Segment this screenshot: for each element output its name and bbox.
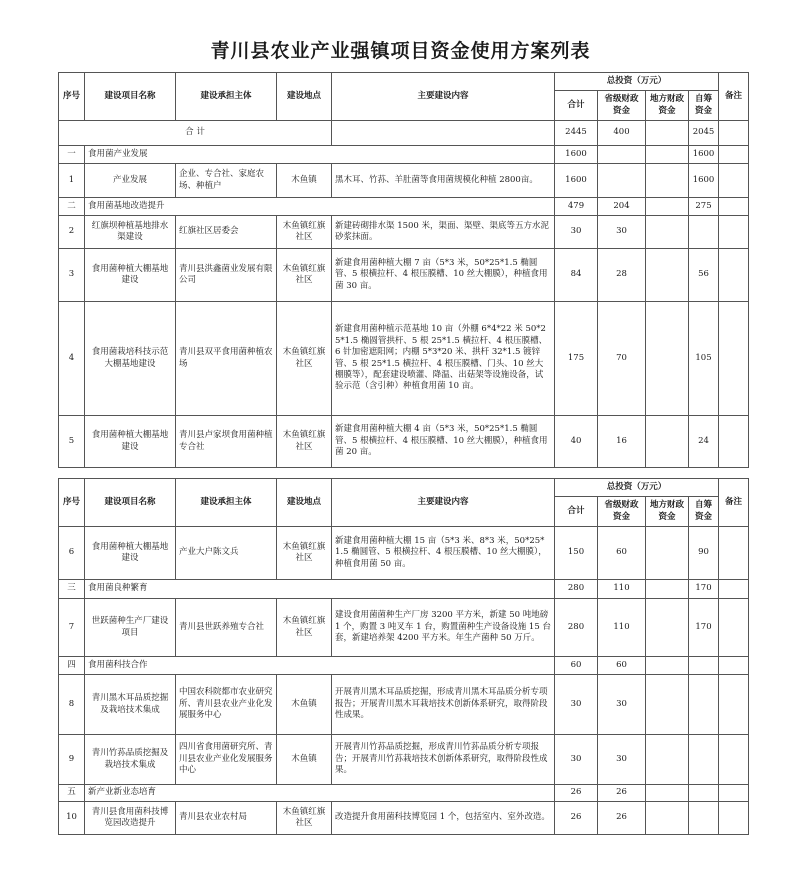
- row-prov: 26: [598, 802, 646, 835]
- row-note: [719, 302, 749, 416]
- header-prov: 省级财政资金: [598, 497, 646, 527]
- row-content: 改造提升食用菌科技博览园 1 个，包括室内、室外改造。: [332, 802, 555, 835]
- row-self: 56: [689, 249, 719, 302]
- row-location: 木鱼镇红旗社区: [277, 302, 332, 416]
- header-location: 建设地点: [277, 479, 332, 527]
- row-content: 黑木耳、竹荪、羊肚菌等食用菌规模化种植 2800亩。: [332, 164, 555, 198]
- row-prov: 70: [598, 302, 646, 416]
- row-seq: 三: [59, 580, 85, 599]
- row-entity: 红旗社区居委会: [176, 216, 277, 249]
- table-header: [59, 73, 749, 121]
- total-note: [719, 121, 749, 146]
- row-sum: 30: [555, 735, 598, 785]
- category-name: 食用菌基地改造提升: [85, 198, 555, 216]
- header-entity: 建设承担主体: [176, 479, 277, 527]
- row-prov: 16: [598, 416, 646, 468]
- row-local: [646, 527, 689, 580]
- row-note: [719, 146, 749, 164]
- row-note: [719, 802, 749, 835]
- row-sum: 60: [555, 657, 598, 675]
- row-sum: 175: [555, 302, 598, 416]
- header-self: 自筹资金: [689, 91, 719, 121]
- category-row: [59, 198, 749, 216]
- row-local: [646, 580, 689, 599]
- row-prov: 110: [598, 580, 646, 599]
- row-local: [646, 198, 689, 216]
- row-self: [689, 735, 719, 785]
- row-local: [646, 164, 689, 198]
- row-prov: 60: [598, 527, 646, 580]
- row-note: [719, 735, 749, 785]
- category-name: 食用菌产业发展: [85, 146, 555, 164]
- row-note: [719, 198, 749, 216]
- budget-table-part1: [58, 72, 749, 468]
- row-seq: 9: [59, 735, 85, 785]
- row-note: [719, 580, 749, 599]
- header-prov: 省级财政资金: [598, 91, 646, 121]
- category-row: [59, 146, 749, 164]
- table-row: [59, 675, 749, 735]
- row-prov: 110: [598, 599, 646, 657]
- row-seq: 7: [59, 599, 85, 657]
- row-sum: 26: [555, 785, 598, 802]
- row-prov: [598, 164, 646, 198]
- header-sum: 合计: [555, 91, 598, 121]
- header-local: 地方财政资金: [646, 497, 689, 527]
- table-row: [59, 735, 749, 785]
- page-title: 青川县农业产业强镇项目资金使用方案列表: [210, 40, 591, 62]
- row-sum: 30: [555, 216, 598, 249]
- row-self: 90: [689, 527, 719, 580]
- row-sum: 280: [555, 599, 598, 657]
- category-name: 新产业新业态培育: [85, 785, 555, 802]
- table-row: [59, 527, 749, 580]
- table-row: [59, 164, 749, 198]
- row-seq: 五: [59, 785, 85, 802]
- row-local: [646, 735, 689, 785]
- row-sum: 280: [555, 580, 598, 599]
- table-row: [59, 599, 749, 657]
- row-project-name: 青川县食用菌科技博览园改造提升: [85, 802, 176, 835]
- row-project-name: 食用菌种植大棚基地建设: [85, 527, 176, 580]
- row-self: [689, 216, 719, 249]
- row-note: [719, 527, 749, 580]
- row-self: [689, 802, 719, 835]
- row-local: [646, 416, 689, 468]
- row-content: 新建砖砌排水渠 1500 米，渠面、渠壁、渠底等五方水泥砂浆抹面。: [332, 216, 555, 249]
- row-entity: 中国农科院都市农业研究所、青川县农业产业化发展服务中心: [176, 675, 277, 735]
- total-content: [332, 121, 555, 146]
- total-label: 合 计: [59, 121, 332, 146]
- row-project-name: 红旗坝种植基地排水渠建设: [85, 216, 176, 249]
- row-project-name: 世跃菌种生产厂建设项目: [85, 599, 176, 657]
- row-local: [646, 302, 689, 416]
- row-location: 木鱼镇红旗社区: [277, 249, 332, 302]
- row-location: 木鱼镇红旗社区: [277, 802, 332, 835]
- row-local: [646, 599, 689, 657]
- row-prov: 26: [598, 785, 646, 802]
- row-self: 170: [689, 599, 719, 657]
- header-project: 建设项目名称: [85, 479, 176, 527]
- total-local: [646, 121, 689, 146]
- header-sum: 合计: [555, 497, 598, 527]
- header-seq: 序号: [59, 479, 85, 527]
- row-entity: 青川县洪鑫菌业发展有限公司: [176, 249, 277, 302]
- header-seq: 序号: [59, 73, 85, 121]
- row-note: [719, 657, 749, 675]
- header-total-invest: 总投资（万元）: [555, 479, 719, 497]
- header-total-invest: 总投资（万元）: [555, 73, 719, 91]
- header-self: 自筹资金: [689, 497, 719, 527]
- row-self: [689, 657, 719, 675]
- row-seq: 二: [59, 198, 85, 216]
- row-location: 木鱼镇红旗社区: [277, 216, 332, 249]
- row-content: 新建食用菌种植大棚 7 亩（5*3 米，50*25*1.5 椭圆管、5 根横拉杆、4 根压膜槽、10 丝大棚膜），种植食用菌 30 亩。: [332, 249, 555, 302]
- total-sum: 2445: [555, 121, 598, 146]
- row-local: [646, 146, 689, 164]
- row-local: [646, 216, 689, 249]
- row-sum: 40: [555, 416, 598, 468]
- table-header-repeat: [59, 479, 749, 527]
- row-seq: 3: [59, 249, 85, 302]
- row-prov: [598, 146, 646, 164]
- header-entity: 建设承担主体: [176, 73, 277, 121]
- row-seq: 2: [59, 216, 85, 249]
- row-seq: 1: [59, 164, 85, 198]
- budget-table-part2: [58, 478, 749, 835]
- row-seq: 6: [59, 527, 85, 580]
- header-content: 主要建设内容: [332, 73, 555, 121]
- table-row: [59, 249, 749, 302]
- row-content: 建设食用菌菌种生产厂房 3200 平方米，新建 50 吨地磅 1 个，购置 3 吨叉车 1 台，购置菌种生产设备设施 15 台套，新建培养架 4200 平方米。年生产菌种 50 万斤。: [332, 599, 555, 657]
- category-row: [59, 657, 749, 675]
- row-prov: 204: [598, 198, 646, 216]
- row-seq: 10: [59, 802, 85, 835]
- total-row: [59, 121, 749, 146]
- category-row: [59, 785, 749, 802]
- row-seq: 5: [59, 416, 85, 468]
- row-project-name: 青川竹荪品质挖掘及栽培技术集成: [85, 735, 176, 785]
- table-row: [59, 802, 749, 835]
- row-local: [646, 802, 689, 835]
- row-content: 新建食用菌种植大棚 4 亩（5*3 米，50*25*1.5 椭圆管、5 根横拉杆、4 根压膜槽、10 丝大棚膜），种植食用菌 20 亩。: [332, 416, 555, 468]
- row-content: 新建食用菌种植大棚 15 亩（5*3 米、8*3 米，50*25*1.5 椭圆管、5 根横拉杆、4 根压膜槽、10 丝大棚膜），种植食用菌 50 亩。: [332, 527, 555, 580]
- row-seq: 8: [59, 675, 85, 735]
- row-local: [646, 675, 689, 735]
- row-prov: 30: [598, 735, 646, 785]
- header-location: 建设地点: [277, 73, 332, 121]
- row-sum: 84: [555, 249, 598, 302]
- row-note: [719, 785, 749, 802]
- row-seq: 四: [59, 657, 85, 675]
- row-note: [719, 164, 749, 198]
- row-location: 木鱼镇红旗社区: [277, 527, 332, 580]
- row-local: [646, 785, 689, 802]
- row-note: [719, 249, 749, 302]
- row-self: 275: [689, 198, 719, 216]
- table-row: [59, 416, 749, 468]
- row-self: 105: [689, 302, 719, 416]
- row-project-name: 青川黑木耳品质挖掘及栽培技术集成: [85, 675, 176, 735]
- total-self: 2045: [689, 121, 719, 146]
- header-content: 主要建设内容: [332, 479, 555, 527]
- table-row: [59, 302, 749, 416]
- row-note: [719, 216, 749, 249]
- row-location: 木鱼镇红旗社区: [277, 599, 332, 657]
- table-row: [59, 216, 749, 249]
- header-note: 备注: [719, 479, 749, 527]
- row-location: 木鱼镇: [277, 675, 332, 735]
- header-local: 地方财政资金: [646, 91, 689, 121]
- row-content: 新建食用菌种植示范基地 10 亩（外棚 6*4*22 米 50*25*1.5 椭圆管拱杆、5 根 25*1.5 横拉杆、4 根压膜槽、6 针加密遮阳网；内棚 5*3*20 米、拱杆 32*1.5 镀锌管、5 根 25*1.5 横拉杆、4 根压膜槽、门头、10 丝大棚膜等），配套建设喷灌、降温、出菇架等设施设备，试验示范（含引种）种植食用菌 10 亩。: [332, 302, 555, 416]
- row-location: 木鱼镇: [277, 164, 332, 198]
- row-sum: 26: [555, 802, 598, 835]
- row-content: 开展青川竹荪品质挖掘，形成青川竹荪品质分析专项报告；开展青川竹荪栽培技术创新体系研究，取得阶段性成果。: [332, 735, 555, 785]
- row-local: [646, 249, 689, 302]
- total-prov: 400: [598, 121, 646, 146]
- row-entity: 青川县卢家坝食用菌种植专合社: [176, 416, 277, 468]
- row-seq: 4: [59, 302, 85, 416]
- row-self: 1600: [689, 164, 719, 198]
- row-prov: 30: [598, 675, 646, 735]
- row-entity: 青川县世跃养殖专合社: [176, 599, 277, 657]
- header-note: 备注: [719, 73, 749, 121]
- row-project-name: 食用菌种植大棚基地建设: [85, 249, 176, 302]
- row-prov: 28: [598, 249, 646, 302]
- row-content: 开展青川黑木耳品质挖掘，形成青川黑木耳品质分析专项报告；开展青川黑木耳栽培技术创新体系研究，取得阶段性成果。: [332, 675, 555, 735]
- row-note: [719, 416, 749, 468]
- row-location: 木鱼镇红旗社区: [277, 416, 332, 468]
- row-entity: 产业大户陈文兵: [176, 527, 277, 580]
- row-note: [719, 599, 749, 657]
- row-self: 170: [689, 580, 719, 599]
- category-name: 食用菌良种繁育: [85, 580, 555, 599]
- row-self: 24: [689, 416, 719, 468]
- row-sum: 479: [555, 198, 598, 216]
- row-sum: 30: [555, 675, 598, 735]
- row-local: [646, 657, 689, 675]
- row-project-name: 产业发展: [85, 164, 176, 198]
- row-sum: 1600: [555, 146, 598, 164]
- row-entity: 青川县农业农村局: [176, 802, 277, 835]
- row-seq: 一: [59, 146, 85, 164]
- row-project-name: 食用菌栽培科技示范大棚基地建设: [85, 302, 176, 416]
- row-sum: 150: [555, 527, 598, 580]
- row-self: [689, 675, 719, 735]
- row-sum: 1600: [555, 164, 598, 198]
- row-note: [719, 675, 749, 735]
- row-entity: 四川省食用菌研究所、青川县农业产业化发展服务中心: [176, 735, 277, 785]
- row-location: 木鱼镇: [277, 735, 332, 785]
- header-project: 建设项目名称: [85, 73, 176, 121]
- row-self: 1600: [689, 146, 719, 164]
- row-entity: 青川县双平食用菌种植农场: [176, 302, 277, 416]
- category-name: 食用菌科技合作: [85, 657, 555, 675]
- row-self: [689, 785, 719, 802]
- category-row: [59, 580, 749, 599]
- row-project-name: 食用菌种植大棚基地建设: [85, 416, 176, 468]
- row-entity: 企业、专合社、家庭农场、种植户: [176, 164, 277, 198]
- row-prov: 60: [598, 657, 646, 675]
- row-prov: 30: [598, 216, 646, 249]
